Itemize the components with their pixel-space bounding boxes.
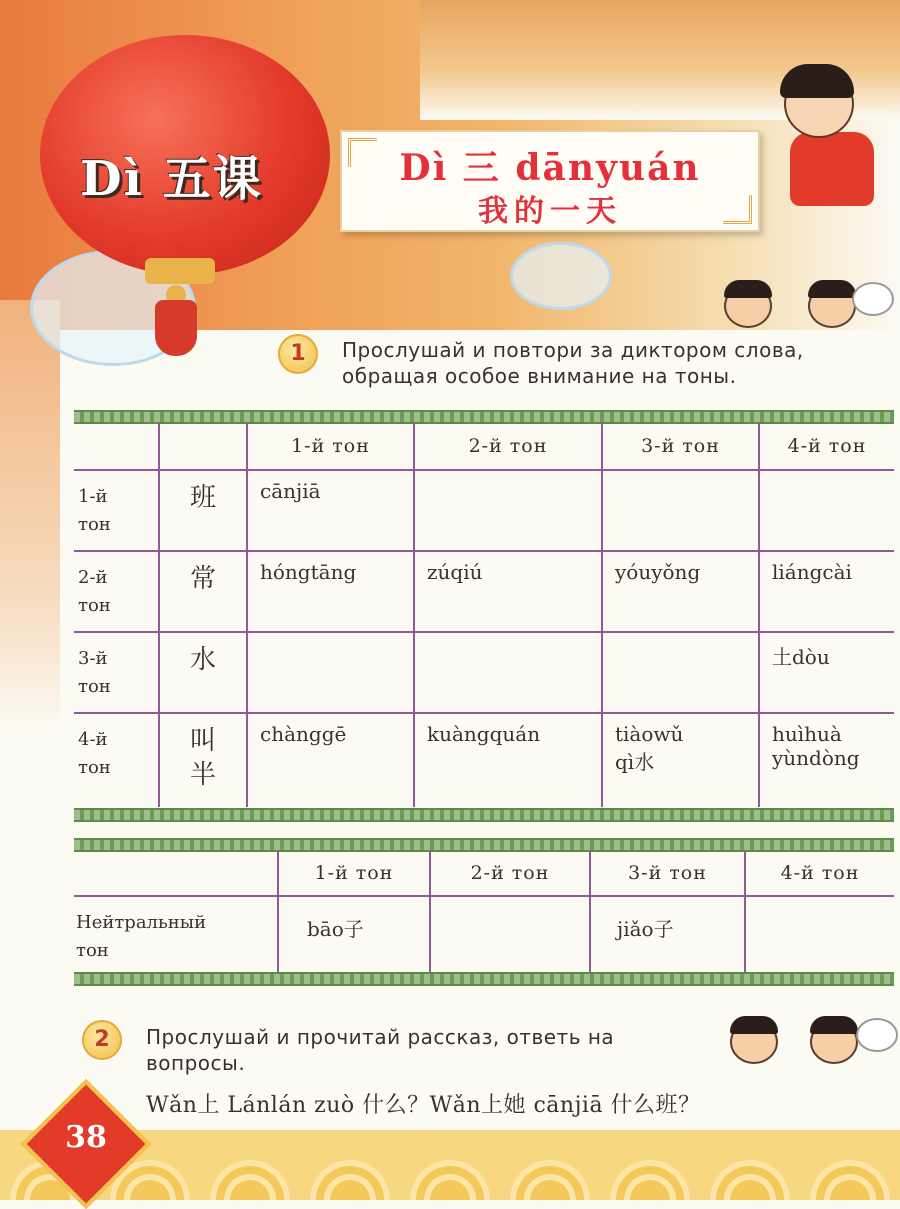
table-cell	[745, 896, 894, 974]
table-cell: yóuyǒng	[602, 551, 759, 632]
girl-illustration	[770, 62, 890, 212]
left-decoration	[0, 300, 60, 730]
column-header: 4-й тон	[759, 422, 894, 470]
table-cell	[247, 632, 414, 713]
column-header: 3-й тон	[602, 422, 759, 470]
table-cell: liángcài	[759, 551, 894, 632]
lesson-title: Dì 五课	[80, 151, 263, 207]
table-corner	[159, 422, 247, 470]
row-label: 2-й тон	[74, 551, 159, 632]
speech-bubble-icon	[852, 282, 894, 316]
column-header: 3-й тон	[590, 850, 745, 896]
table-cell	[430, 896, 590, 974]
unit-title: Dì 三 dānyuán	[399, 147, 701, 189]
instruction-line: Прослушай и повтори за диктором слова,	[342, 338, 804, 362]
table-cell	[414, 632, 602, 713]
table-cell: jiǎo子	[590, 896, 745, 974]
table-cell: hóngtāng	[247, 551, 414, 632]
row-hanzi: 水	[159, 632, 247, 713]
row-label: 4-й тон	[74, 713, 159, 807]
instruction-line: обращая особое внимание на тоны.	[342, 364, 737, 388]
table-cell: tiàowǔ qì水	[602, 713, 759, 807]
column-header: 1-й тон	[278, 850, 430, 896]
table-cell: zúqiú	[414, 551, 602, 632]
row-hanzi: 常	[159, 551, 247, 632]
table-cell: 土dòu	[759, 632, 894, 713]
instruction-line: вопросы.	[146, 1051, 246, 1075]
speech-bubble-icon	[856, 1018, 898, 1052]
table-cell: chànggē	[247, 713, 414, 807]
table-cell: bāo子	[278, 896, 430, 974]
exercise-instruction	[146, 1024, 614, 1076]
story-line: Wǎn上 Lánlán zuò 什么？Wǎn上她 cānjiā 什么班？	[146, 1093, 701, 1118]
listening-kid-icon	[720, 278, 774, 328]
lantern-cap	[145, 258, 215, 284]
table-bottom-border	[74, 808, 894, 822]
unit-title-box	[340, 130, 760, 232]
speaking-kid-icon	[806, 1014, 860, 1064]
row-hanzi: 班	[159, 470, 247, 551]
page-number: 38	[65, 1120, 107, 1155]
column-header: 4-й тон	[745, 850, 894, 896]
speaking-kid-icon	[804, 278, 858, 328]
cloud-decoration	[510, 242, 612, 310]
table-cell: huìhuà yùndòng	[759, 713, 894, 807]
table-bottom-border	[74, 972, 894, 986]
tone-table	[74, 422, 894, 807]
listening-kid-icon	[726, 1014, 780, 1064]
neutral-tone-table	[74, 850, 894, 974]
instruction-line: Прослушай и прочитай рассказ, ответь на	[146, 1025, 615, 1049]
table-corner	[74, 422, 159, 470]
column-header: 1-й тон	[247, 422, 414, 470]
table-cell	[759, 470, 894, 551]
exercise-number: 1	[278, 334, 318, 374]
column-header: 2-й тон	[430, 850, 590, 896]
lantern-tassel	[155, 300, 197, 356]
row-label: Нейтральный тон	[74, 896, 278, 974]
table-cell: cānjiā	[247, 470, 414, 551]
girl-hair	[780, 64, 854, 98]
table-cell	[414, 470, 602, 551]
row-label: 1-й тон	[74, 470, 159, 551]
row-hanzi: 叫 半	[159, 713, 247, 807]
unit-subtitle: 我的一天	[478, 194, 622, 229]
exercise-number: 2	[82, 1020, 122, 1060]
row-label: 3-й тон	[74, 632, 159, 713]
table-cell	[602, 470, 759, 551]
table-cell	[602, 632, 759, 713]
table-cell: kuàngquán	[414, 713, 602, 807]
girl-body	[790, 132, 874, 206]
table-corner	[74, 850, 278, 896]
column-header: 2-й тон	[414, 422, 602, 470]
exercise-instruction	[342, 337, 804, 389]
